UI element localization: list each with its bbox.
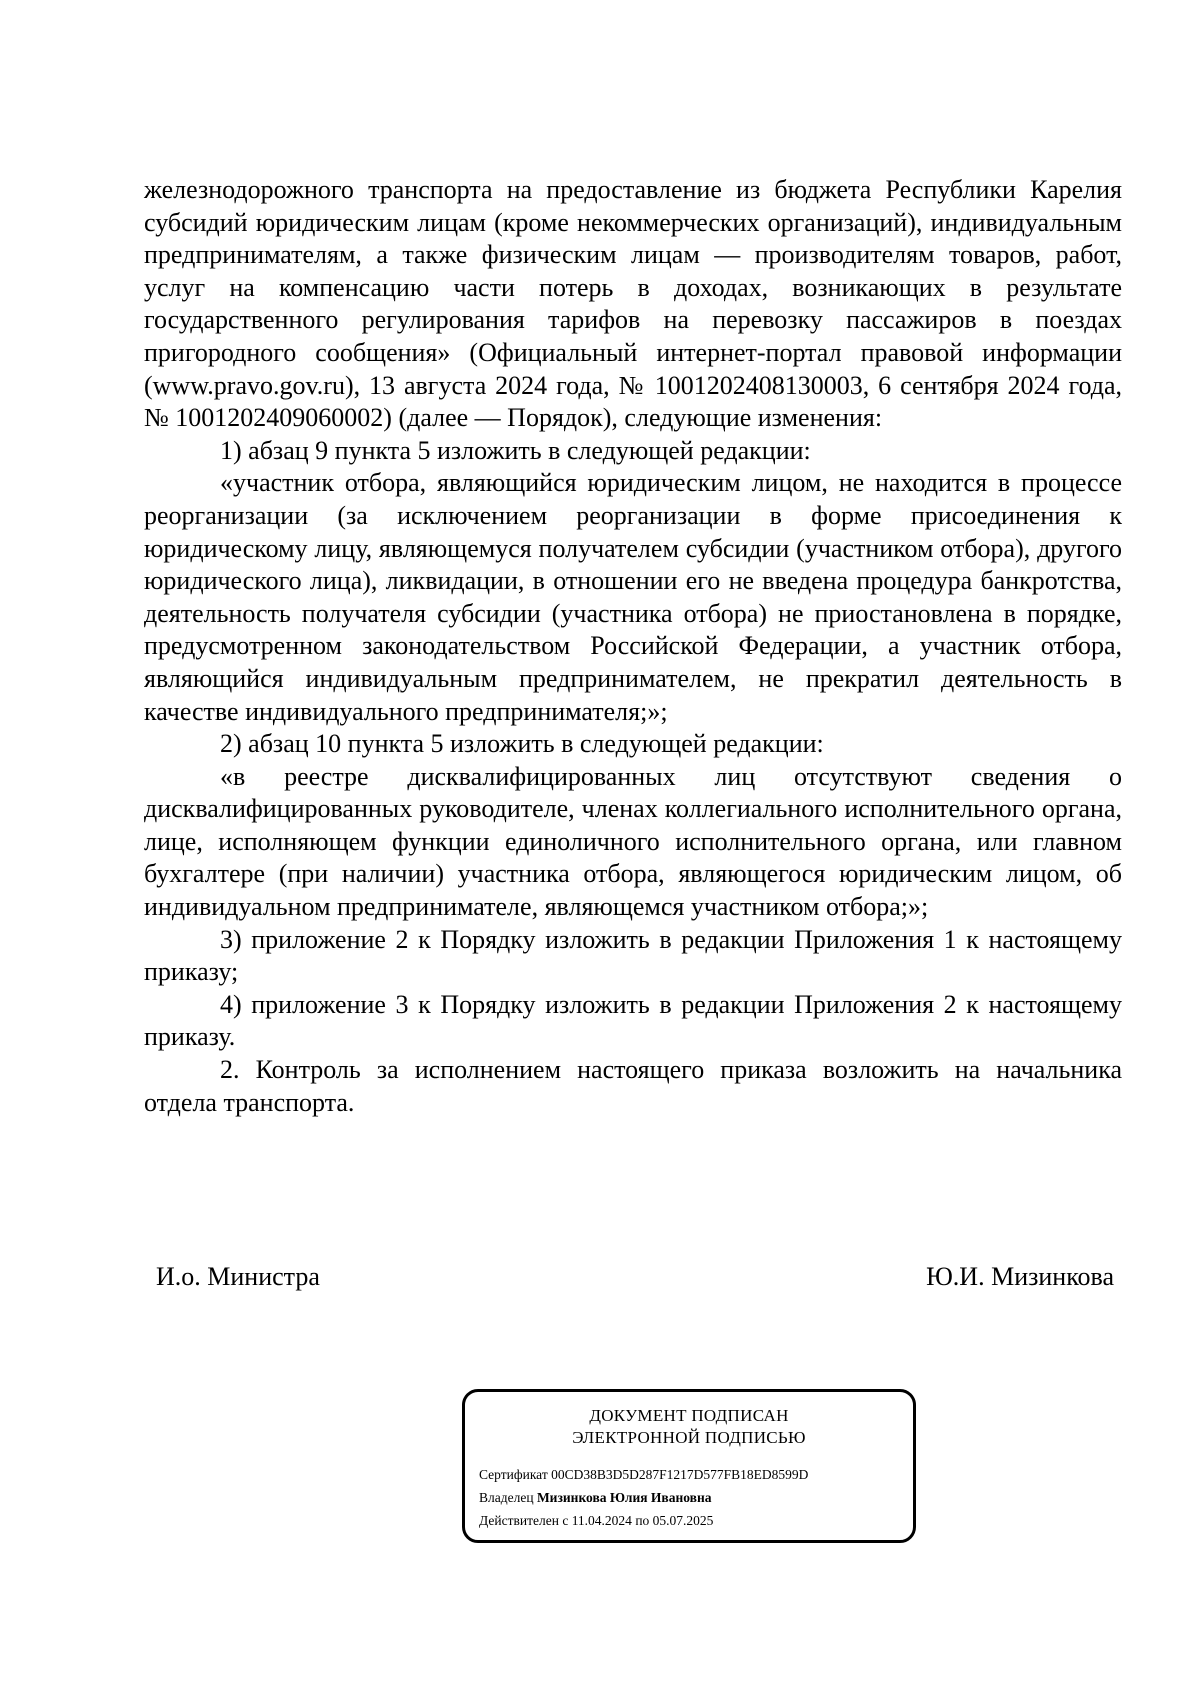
- valid-to-prefix: по: [635, 1513, 650, 1528]
- stamp-certificate-line: [479, 1463, 913, 1486]
- stamp-owner-line: [479, 1486, 913, 1509]
- stamp-validity-line: [479, 1509, 913, 1532]
- document-body: [144, 174, 1122, 1119]
- valid-label: Действителен: [479, 1513, 559, 1528]
- stamp-title: [465, 1405, 913, 1449]
- electronic-signature-stamp: [462, 1389, 916, 1543]
- stamp-title-line-2: ЭЛЕКТРОННОЙ ПОДПИСЬЮ: [572, 1428, 806, 1447]
- paragraph-6: 4) приложение 3 к Порядку изложить в редакции Приложения 2 к настоящему приказу.: [144, 989, 1122, 1052]
- owner-label: Владелец: [479, 1490, 534, 1505]
- paragraph-0: железнодорожного транспорта на предоставление из бюджета Республики Карелия субсидий юридическим лицам (кроме некоммерческих организаций), индивидуальным предпринимателям, а также физическим лицам — производителям товаров, работ, услуг на компенсацию части потерь в доходах, возникающих в результате государственного регулирования тарифов на перевозку пассажиров в поездах пригородного сообщения» (Официальный интернет-портал правовой информации (www.pravo.gov.ru), 13 августа 2024 года, № 1001202408130003, 6 сентября 2024 года, № 1001202409060002) (далее — Порядок), следующие изменения:: [144, 175, 1122, 433]
- paragraph-4: «в реестре дисквалифицированных лиц отсутствуют сведения о дисквалифицированных руководителе, членах коллегиального исполнительного органа, лице, исполняющем функции единоличного исполнительного органа, или главном бухгалтере (при наличии) участника отбора, являющегося юридическим лицом, об индивидуальном предпринимателе, являющемся участником отбора;»;: [144, 761, 1122, 922]
- valid-from-date: 11.04.2024: [571, 1513, 632, 1528]
- stamp-title-line-1: ДОКУМЕНТ ПОДПИСАН: [589, 1406, 789, 1425]
- stamp-details: [465, 1463, 913, 1532]
- paragraph-1: 1) абзац 9 пункта 5 изложить в следующей редакции:: [220, 435, 811, 465]
- paragraph-2: «участник отбора, являющийся юридическим лицом, не находится в процессе реорганизации (за исключением реорганизации в форме присоединения к юридическому лицу, являющемуся получателем субсидии (участником отбора), другого юридического лица), ликвидации, в отношении его не введена процедура банкротства, деятельность получателя субсидии (участника отбора) не приостановлена в порядке, предусмотренном законодательством Российской Федерации, а участник отбора, являющийся индивидуальным предпринимателем, не прекратил деятельность в качестве индивидуального предпринимателя;»;: [144, 468, 1122, 726]
- certificate-label: Сертификат: [479, 1467, 548, 1482]
- signatory-position: И.о. Министра: [156, 1262, 320, 1291]
- paragraph-5: 3) приложение 2 к Порядку изложить в редакции Приложения 1 к настоящему приказу;: [144, 924, 1122, 987]
- signatory-name: Ю.И. Мизинкова: [926, 1262, 1114, 1291]
- owner-value: Мизинкова Юлия Ивановна: [536, 1490, 712, 1505]
- certificate-value: 00CD38B3D5D287F1217D577FB18ED8599D: [551, 1467, 809, 1482]
- paragraph-7: 2. Контроль за исполнением настоящего приказа возложить на начальника отдела транспорта.: [144, 1055, 1122, 1117]
- valid-to-date: 05.07.2025: [652, 1513, 714, 1528]
- paragraph-3: 2) абзац 10 пункта 5 изложить в следующей редакции:: [220, 729, 824, 759]
- valid-from-prefix: с: [562, 1513, 569, 1528]
